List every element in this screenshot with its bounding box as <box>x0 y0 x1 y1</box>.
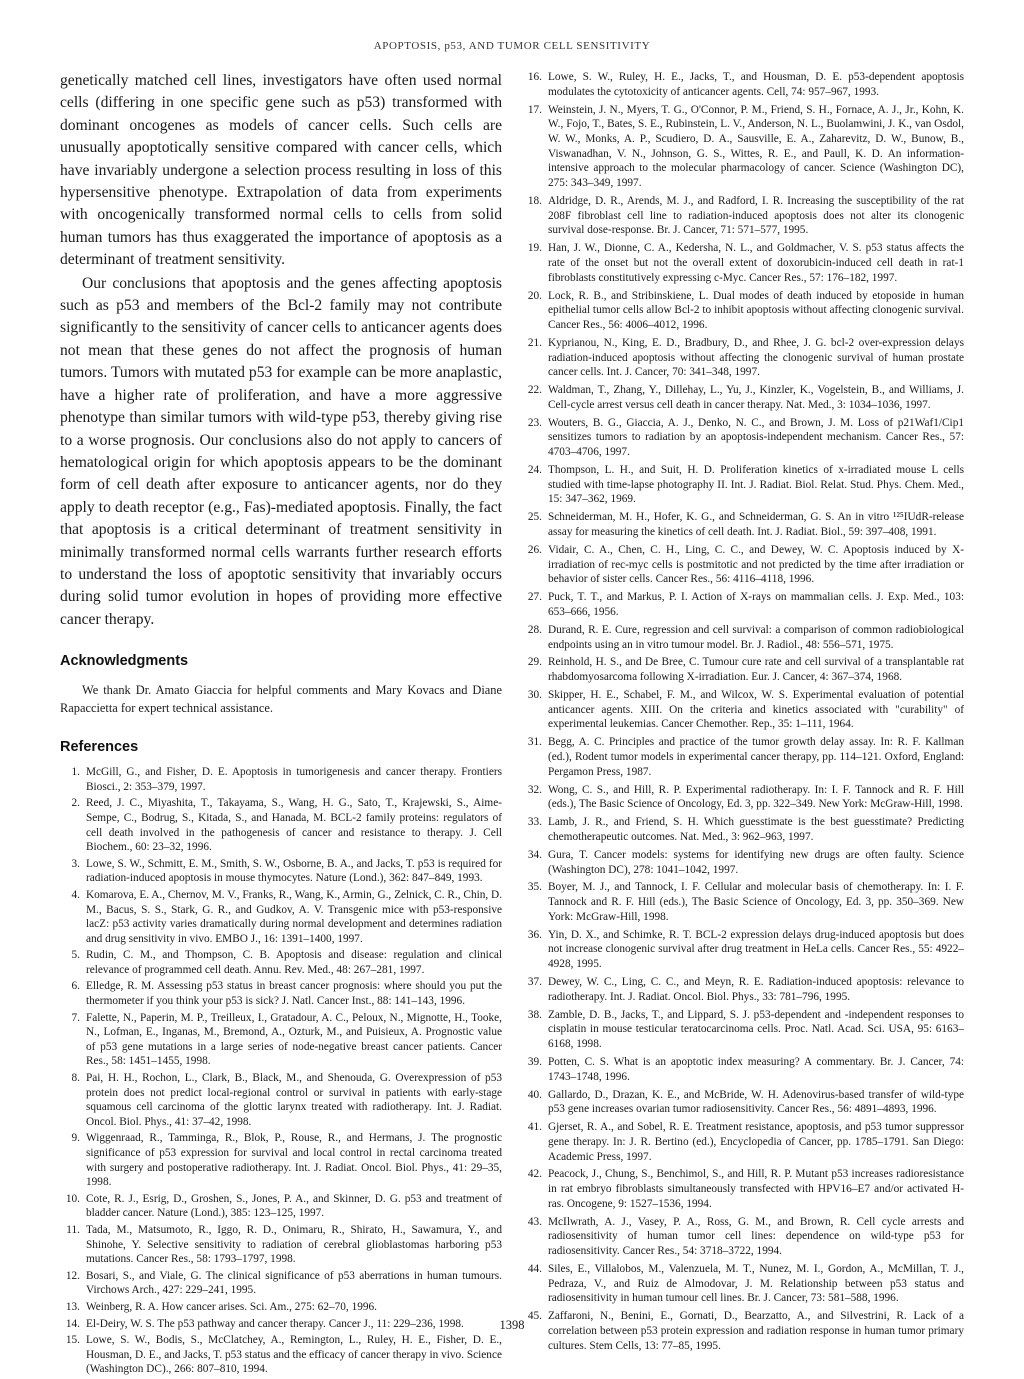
reference-item <box>522 1262 964 1306</box>
reference-text: Zaffaroni, N., Benini, E., Gornati, D., Bearzatto, A., and Silvestrini, R. Lack of a correlation between p53 protein expression and radiation response in human tumor primary cultures. Stem Cells, 13: 77–85, 1995. <box>548 1310 964 1352</box>
reference-text: Wouters, B. G., Giaccia, A. J., Denko, N. C., and Brown, J. M. Loss of p21Waf1/Cip1 sensitizes tumors to radiation by an apoptosis-independent mechanism. Cancer Res., 57: 4703–4706, 1997. <box>548 416 964 459</box>
reference-text: Zamble, D. B., Jacks, T., and Lippard, S. J. p53-dependent and -independent responses to cisplatin in mouse testicular teratocarcinoma cells. Proc. Natl. Acad. Sci. USA, 95: 6163–6168, 1998. <box>548 1008 964 1051</box>
reference-number: 44. <box>527 1262 542 1275</box>
reference-number: 38. <box>527 1008 542 1021</box>
reference-item <box>522 1215 964 1259</box>
reference-number: 37. <box>527 976 542 989</box>
reference-text: Reinhold, H. S., and De Bree, C. Tumour cure rate and cell survival of a transplantable rat rhabdomyosarcoma following X-irradiation. Eur. J. Cancer, 4: 367–374, 1968. <box>548 656 964 684</box>
reference-number: 14. <box>65 1317 80 1330</box>
reference-text: Reed, J. C., Miyashita, T., Takayama, S., Wang, H. G., Sato, T., Krajewski, S., Aime-Sempe, C., Bodrug, S., Kitada, S., and Hanada, M. BCL-2 family proteins: regulators of cell death involved in the pathogenesis of cancer and resistance to therapy. J. Cell Biochem., 60: 23–32, 1996. <box>86 797 502 854</box>
body-paragraph-2: Our conclusions that apoptosis and the genes affecting apoptosis such as p53 and members of the Bcl-2 family may not contribute significantly to the sensitivity of cancer cells to anticancer agents does not mean that these genes do not affect the prognosis of human tumors. Tumors with mutated p53 for example can be more anaplastic, have a higher rate of proliferation, and have a more aggressive phenotype than similar tumors with wild-type p53, thereby giving rise to a worse prognosis. Our conclusions also do not apply to cancers of hematological origin for which apoptosis appears to be the dominant form of cell death after exposure to anticancer agents, nor do they apply to death receptor (e.g., Fas)-mediated apoptosis. Finally, the fact that apoptosis is a critical determinant of treatment sensitivity in minimally transformed normal cells warrants further research efforts to understand the loss of apoptotic sensitivity that invariably occurs during solid tumor evolution in hopes of providing more effective cancer therapy. <box>60 274 502 628</box>
reference-item <box>522 848 964 877</box>
reference-text: Vidair, C. A., Chen, C. H., Ling, C. C., and Dewey, W. C. Apoptosis induced by X-irradiation of rec-myc cells is postmitotic and not predicted by the time after irradiation or behavior of sister cells. Cancer Res., 56: 4116–4118, 1996. <box>548 543 964 586</box>
reference-number: 25. <box>527 511 542 524</box>
reference-text: Pai, H. H., Rochon, L., Clark, B., Black, M., and Shenouda, G. Overexpression of p53 protein does not predict local-regional control or survival in patients with early-stage squamous cell carcinoma of the glottic larynx treated with radiotherapy. Int. J. Radiat. Oncol. Biol. Phys., 41: 37–42, 1998. <box>86 1072 502 1128</box>
reference-number: 22. <box>527 384 542 397</box>
reference-text: Lock, R. B., and Stribinskiene, L. Dual modes of death induced by etoposide in human epithelial tumor cells allow Bcl-2 to inhibit apoptosis without affecting clonogenic survival. Cancer Res., 56: 4006–4012, 1996. <box>548 289 964 331</box>
reference-number: 13. <box>65 1300 80 1313</box>
reference-number: 9. <box>71 1132 80 1145</box>
reference-item <box>60 979 502 1008</box>
reference-item <box>522 815 964 844</box>
reference-number: 41. <box>527 1121 542 1134</box>
reference-number: 10. <box>65 1192 80 1205</box>
right-column <box>522 70 964 1357</box>
reference-text: El-Deiry, W. S. The p53 pathway and cancer therapy. Cancer J., 11: 229–236, 1998. <box>86 1317 464 1330</box>
reference-number: 17. <box>527 103 542 116</box>
reference-item <box>522 975 964 1004</box>
reference-number: 29. <box>527 656 542 669</box>
reference-text: Lowe, S. W., Schmitt, E. M., Smith, S. W., Osborne, B. A., and Jacks, T. p53 is required for radiation-induced apoptosis in mouse thymocytes. Nature (Lond.), 362: 847–849, 1993. <box>86 857 502 885</box>
reference-item <box>60 796 502 854</box>
reference-number: 45. <box>527 1310 542 1323</box>
reference-number: 23. <box>527 416 542 429</box>
reference-text: McIlwrath, A. J., Vasey, P. A., Ross, G. M., and Brown, R. Cell cycle arrests and radiosensitivity of human tumor cell lines: dependence on wild-type p53 for radiosensitivity. Cancer Res., 54: 3718–3722, 1994. <box>548 1215 964 1258</box>
reference-item <box>522 70 964 99</box>
reference-item <box>522 289 964 333</box>
reference-number: 31. <box>527 736 542 749</box>
reference-item <box>522 336 964 380</box>
reference-item <box>522 928 964 972</box>
reference-item <box>522 1055 964 1084</box>
reference-item <box>522 655 964 684</box>
references-list-right <box>522 70 964 1353</box>
reference-text: Peacock, J., Chung, S., Benchimol, S., and Hill, R. P. Mutant p53 increases radioresistance in rat embryo fibroblasts simultaneously transfected with HPV16–E7 and/or activated H-ras. Oncogene, 9: 1527–1536, 1994. <box>548 1168 964 1210</box>
reference-item <box>522 623 964 652</box>
reference-number: 6. <box>71 980 80 993</box>
reference-item <box>522 1120 964 1164</box>
reference-text: Lowe, S. W., Bodis, S., McClatchey, A., Remington, L., Ruley, H. E., Fisher, D. E., Housman, D. E., and Jacks, T. p53 status and the efficacy of cancer therapy in vivo. Science (Washington DC)., 266: 807–810, 1994. <box>86 1334 502 1376</box>
reference-number: 8. <box>71 1072 80 1085</box>
reference-item <box>522 510 964 539</box>
acknowledgments-heading: Acknowledgments <box>60 653 189 670</box>
reference-item <box>60 1071 502 1129</box>
reference-number: 11. <box>66 1223 80 1236</box>
reference-number: 2. <box>71 797 80 810</box>
reference-text: Wong, C. S., and Hill, R. P. Experimental radiotherapy. In: I. F. Tannock and R. F. Hill (eds.), The Basic Science of Oncology, Ed. 3, pp. 322–349. New York: McGraw-Hill, 1998. <box>548 783 964 811</box>
reference-item <box>60 857 502 886</box>
reference-item <box>60 1300 502 1315</box>
reference-text: Gallardo, D., Drazan, K. E., and McBride, W. H. Adenovirus-based transfer of wild-type p53 gene increases ovarian tumor radiosensitivity. Cancer Res., 56: 4891–4893, 1996. <box>548 1088 964 1116</box>
reference-number: 5. <box>71 949 80 962</box>
reference-text: Falette, N., Paperin, M. P., Treilleux, I., Gratadour, A. C., Peloux, N., Mignotte, H., Tooke, N., Lofman, E., Inganas, M., Bremond, A., Ozturk, M., and Puisieux, A. Prognostic value of p53 gene mutations in a large series of node-negative breast cancer patients. Cancer Res., 58: 1451–1455, 1998. <box>86 1011 502 1068</box>
reference-item <box>522 1088 964 1117</box>
reference-item <box>522 735 964 779</box>
reference-item <box>522 590 964 619</box>
reference-item <box>522 103 964 191</box>
reference-number: 15. <box>65 1334 80 1347</box>
reference-number: 7. <box>71 1011 80 1024</box>
reference-text: Tada, M., Matsumoto, R., Iggo, R. D., Onimaru, R., Shirato, H., Sawamura, Y., and Shinohe, Y. Selective sensitivity to radiation of cerebral glioblastomas harboring p53 mutations. Cancer Res., 58: 1793–1797, 1998. <box>86 1223 502 1266</box>
reference-item <box>522 194 964 238</box>
reference-number: 26. <box>527 543 542 556</box>
reference-number: 35. <box>527 881 542 894</box>
reference-item <box>522 241 964 285</box>
reference-text: Lamb, J. R., and Friend, S. H. Which guesstimate is the best guesstimate? Predicting chemotherapeutic outcomes. Nat. Med., 3: 962–963, 1997. <box>548 816 964 843</box>
reference-number: 33. <box>527 816 542 829</box>
reference-text: Bosari, S., and Viale, G. The clinical significance of p53 aberrations in human tumours. Virchows Arch., 427: 229–241, 1995. <box>86 1269 502 1297</box>
reference-text: Rudin, C. M., and Thompson, C. B. Apoptosis and disease: regulation and clinical relevance of programmed cell death. Annu. Rev. Med., 48: 267–281, 1997. <box>86 949 502 976</box>
reference-item <box>60 1131 502 1189</box>
reference-number: 34. <box>527 848 542 861</box>
reference-text: Yin, D. X., and Schimke, R. T. BCL-2 expression delays drug-induced apoptosis but does not increase clonogenic survival after drug treatment in HeLa cells. Cancer Res., 55: 4922–4928, 1995. <box>548 928 964 971</box>
reference-number: 16. <box>527 71 542 83</box>
reference-number: 20. <box>527 289 542 302</box>
reference-text: Gura, T. Cancer models: systems for identifying new drugs are often faulty. Science (Washington DC), 278: 1041–1042, 1997. <box>548 848 964 876</box>
reference-text: Kyprianou, N., King, E. D., Bradbury, D., and Rhee, J. G. bcl-2 over-expression delays radiation-induced apoptosis without affecting the clonogenic survival of human prostate cancer cells. Int. J. Cancer, 70: 341–348, 1997. <box>548 336 964 379</box>
references-heading: References <box>60 739 139 756</box>
reference-text: Weinberg, R. A. How cancer arises. Sci. Am., 275: 62–70, 1996. <box>86 1300 377 1313</box>
reference-number: 24. <box>527 464 542 477</box>
reference-number: 21. <box>527 336 542 349</box>
reference-number: 32. <box>527 783 542 796</box>
reference-text: Potten, C. S. What is an apoptotic index measuring? A commentary. Br. J. Cancer, 74: 1743–1748, 1996. <box>548 1055 964 1083</box>
reference-text: Komarova, E. A., Chernov, M. V., Franks, R., Wang, K., Armin, G., Zelnick, C. R., Chin, D. M., Bacus, S. S., Stark, G. R., and Gudkov, A. V. Transgenic mice with p53-responsive lacZ: p53 activity varies dramatically during normal development and determines radiation and drug sensitivity in vivo. EMBO J., 16: 1391–1400, 1997. <box>86 888 503 945</box>
reference-text: Cote, R. J., Esrig, D., Groshen, S., Jones, P. A., and Skinner, D. G. p53 and treatment of bladder cancer. Nature (Lond.), 385: 123–125, 1997. <box>86 1192 502 1220</box>
reference-number: 30. <box>527 689 542 702</box>
reference-number: 39. <box>527 1055 542 1068</box>
references-list-left <box>60 765 502 1377</box>
reference-number: 4. <box>71 888 80 901</box>
reference-text: Lowe, S. W., Ruley, H. E., Jacks, T., and Housman, D. E. p53-dependent apoptosis modulates the cytotoxicity of anticancer agents. Cell, 74: 957–967, 1993. <box>548 71 964 98</box>
reference-text: Puck, T. T., and Markus, P. I. Action of X-rays on mammalian cells. J. Exp. Med., 103: 653–666, 1956. <box>548 591 964 618</box>
reference-item <box>522 1167 964 1211</box>
reference-text: Skipper, H. E., Schabel, F. M., and Wilcox, W. S. Experimental evaluation of potential anticancer agents. XIII. On the criteria and kinetics associated with "curability" of experimental leukemias. Cancer Chemother. Rep., 35: 1–111, 1964. <box>548 689 964 731</box>
left-column <box>60 70 502 1379</box>
reference-text: Siles, E., Villalobos, M., Valenzuela, M. T., Nunez, M. I., Gordon, A., McMillan, T. J., Pedraza, V., and Ruiz de Almodovar, J. M. Relationship between p53 status and radiosensitivity in human tumour cell lines. Br. J. Cancer, 73: 581–588, 1996. <box>548 1262 964 1305</box>
reference-item <box>60 888 502 946</box>
reference-text: Han, J. W., Dionne, C. A., Kedersha, N. L., and Goldmacher, V. S. p53 status affects the rate of the onset but not the overall extent of doxorubicin-induced cell death in rat-1 fibroblasts constitutively expressing c-Myc. Cancer Res., 57: 176–182, 1997. <box>548 242 964 284</box>
acknowledgments-text: We thank Dr. Amato Giaccia for helpful comments and Mary Kovacs and Diane Rapaccietta for expert technical assistance. <box>60 683 502 716</box>
reference-item <box>60 765 502 794</box>
reference-text: Weinstein, J. N., Myers, T. G., O'Connor, P. M., Friend, S. H., Fornace, A. J., Jr., Kohn, K. W., Fojo, T., Bates, S. E., Rubinstein, L. V., Anderson, N. L., Buolamwini, J. K., van Osdol, W. W., Monks, A. P., Scudiero, D. A., Sausville, E. A., Zaharevitz, D. W., Bunow, B., Viswanadhan, V. N., Johnson, G. S., Wittes, R. E., and Paull, K. D. An information-intensive approach to the molecular pharmacology of cancer. Science (Washington DC), 275: 343–349, 1997. <box>548 103 964 190</box>
reference-item <box>522 880 964 924</box>
reference-text: Begg, A. C. Principles and practice of the tumor growth delay assay. In: R. F. Kallman (ed.), Rodent tumor models in experimental cancer therapy, pp. 114–121. Oxford, England: Pergamon Press, 1987. <box>548 736 964 778</box>
reference-text: Waldman, T., Zhang, Y., Dillehay, L., Yu, J., Kinzler, K., Vogelstein, B., and Williams, J. Cell-cycle arrest versus cell death in cancer therapy. Nat. Med., 3: 1034–1036, 1997. <box>548 384 964 411</box>
reference-number: 42. <box>527 1168 542 1181</box>
reference-number: 1. <box>71 766 80 779</box>
reference-number: 18. <box>527 195 542 207</box>
reference-text: Boyer, M. J., and Tannock, I. F. Cellular and molecular basis of chemotherapy. In: I. F. Tannock and R. F. Hill (eds.), The Basic Science of Oncology, Ed. 3, pp. 350–369. New York: McGraw-Hill, 1998. <box>548 881 964 923</box>
reference-item <box>522 463 964 507</box>
reference-text: Durand, R. E. Cure, regression and cell survival: a comparison of common radiobiological endpoints using an in vitro tumour model. Br. J. Radiol., 48: 556–571, 1975. <box>548 623 964 651</box>
reference-item <box>60 1011 502 1069</box>
reference-text: Thompson, L. H., and Suit, H. D. Proliferation kinetics of x-irradiated mouse L cells studied with time-lapse photography II. Int. J. Radiat. Biol. Relat. Stud. Phys. Chem. Med., 15: 347–362, 1969. <box>548 464 964 506</box>
body-paragraph-1: genetically matched cell lines, investigators have often used normal cells (differing in one specific gene such as p53) transformed with dominant oncogenes as models of cancer cells. Such cells are unusually apoptotically sensitive compared with cancer cells, which have invariably undergone a selection process resulting in loss of this hypersensitive phenotype. Extrapolation of data from experiments with oncogenically transformed normal cells to cells from solid human tumors has thus exaggerated the importance of apoptosis as a determinant of treatment sensitivity. <box>60 72 502 269</box>
reference-number: 27. <box>527 591 542 604</box>
reference-item <box>522 1008 964 1052</box>
reference-number: 36. <box>527 928 542 941</box>
reference-text: Wiggenraad, R., Tamminga, R., Blok, P., Rouse, R., and Hermans, J. The prognostic significance of p53 expression for survival and local control in rectal carcinoma treated with surgery and postoperative radiotherapy. Int. J. Radiat. Oncol. Biol. Phys., 41: 29–35, 1998. <box>86 1132 502 1189</box>
reference-item <box>60 1333 502 1377</box>
reference-number: 28. <box>527 623 542 636</box>
reference-item <box>60 1192 502 1221</box>
reference-number: 43. <box>527 1215 542 1228</box>
reference-number: 12. <box>65 1269 80 1282</box>
reference-text: Gjerset, R. A., and Sobel, R. E. Treatment resistance, apoptosis, and p53 tumor suppressor gene therapy. In: J. R. Bertino (ed.), Encyclopedia of Cancer, pp. 1785–1791. San Diego: Academic Press, 1997. <box>548 1121 964 1163</box>
reference-item <box>522 416 964 460</box>
reference-number: 3. <box>71 857 80 870</box>
reference-item <box>60 1269 502 1298</box>
reference-text: Dewey, W. C., Ling, C. C., and Meyn, R. E. Radiation-induced apoptosis: relevance to radiotherapy. Int. J. Radiat. Oncol. Biol. Phys., 33: 781–796, 1995. <box>548 976 964 1003</box>
reference-item <box>522 543 964 587</box>
running-head: APOPTOSIS, p53, AND TUMOR CELL SENSITIVITY <box>373 40 651 52</box>
page-number: 1398 <box>499 1318 525 1332</box>
reference-number: 40. <box>527 1088 542 1101</box>
reference-item <box>522 783 964 812</box>
reference-text: McGill, G., and Fisher, D. E. Apoptosis in tumorigenesis and cancer therapy. Frontiers Biosci., 2: 353–379, 1997. <box>86 766 502 793</box>
reference-item <box>60 948 502 977</box>
reference-item <box>522 688 964 732</box>
reference-number: 19. <box>527 242 542 255</box>
reference-item <box>60 1223 502 1267</box>
reference-text: Elledge, R. M. Assessing p53 status in breast cancer prognosis: where should you put the thermometer if you think your p53 is sick? J. Natl. Cancer Inst., 88: 141–143, 1996. <box>86 980 502 1008</box>
reference-item <box>522 383 964 412</box>
reference-text: Schneiderman, M. H., Hofer, K. G., and Schneiderman, G. S. An in vitro ¹²⁵IUdR-release assay for measuring the kinetics of cell death. Int. J. Radiat. Biol., 59: 397–408, 1991. <box>548 511 964 539</box>
reference-text: Aldridge, D. R., Arends, M. J., and Radford, I. R. Increasing the susceptibility of the rat 208F fibroblast cell line to radiation-induced apoptosis does not alter its clonogenic survival dose-response. Br. J. Cancer, 71: 571–577, 1995. <box>548 195 964 237</box>
